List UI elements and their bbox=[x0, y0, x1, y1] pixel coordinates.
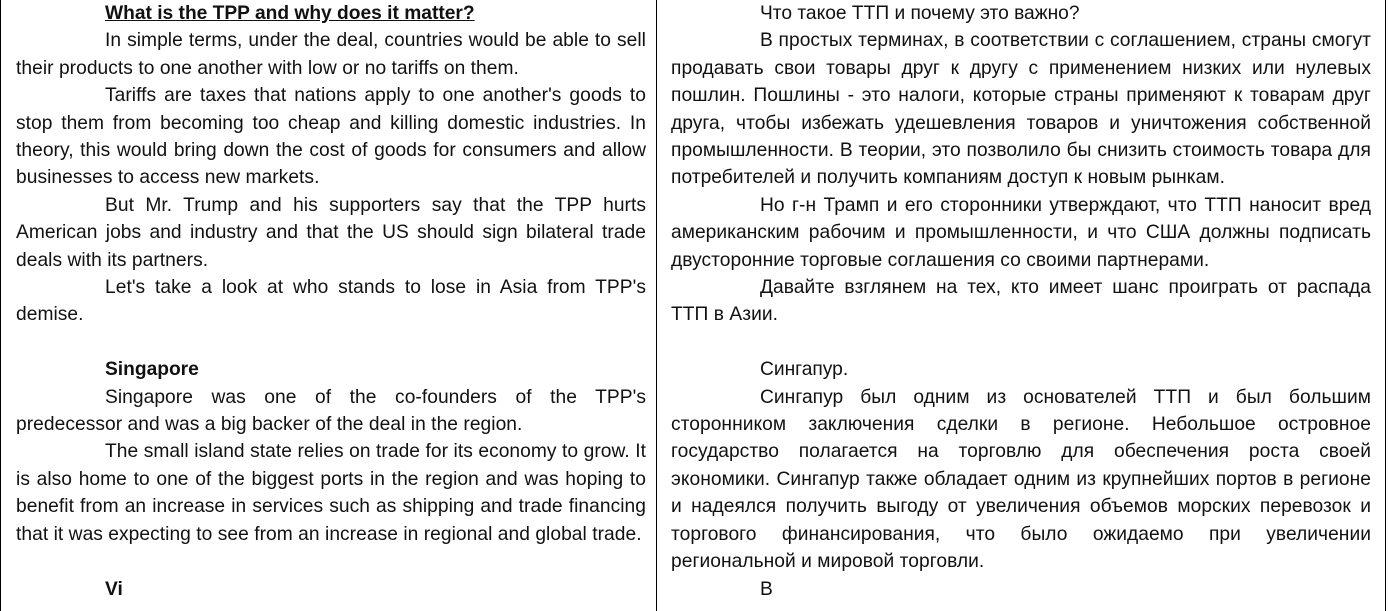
english-title: What is the TPP and why does it matter? bbox=[105, 3, 475, 24]
russian-section-title: Сингапур. bbox=[760, 359, 849, 381]
english-paragraph: Let's take a look at who stands to lose in Asia from TPP's demise. bbox=[16, 277, 646, 326]
blank-line bbox=[671, 329, 1371, 356]
english-paragraph: In simple terms, under the deal, countries would be able to sell their products to one another with low or no tariffs on them. bbox=[16, 30, 646, 79]
english-paragraph: But Mr. Trump and his supporters say that the TPP hurts American jobs and industry and that the US should sign bilateral trade deals with its partners. bbox=[16, 194, 646, 271]
english-section-title: Singapore bbox=[105, 359, 199, 381]
english-next-heading: Vi bbox=[105, 578, 123, 600]
russian-paragraph: В простых терминах, в соответствии с соглашением, страны смогут продавать свои товары друг к другу с применением низких или нулевых пошлин. Пошлины - это налоги, которые страны применяют к товарам друг друга, чтобы избежать удешевления товаров и уничтожения собственной промышленности. В теории, это позволило бы снизить стоимость товара для потребителей и получить компаниям доступ к новым рынкам. bbox=[671, 30, 1371, 189]
russian-paragraph: Но г-н Трамп и его сторонники утверждают, что ТТП наносит вред американским рабочим и промышленности, и что США должны подписать двусторонние торговые соглашения со своими партнерами. bbox=[671, 194, 1371, 271]
russian-next-heading: В bbox=[760, 578, 773, 600]
english-paragraph: The small island state relies on trade for its economy to grow. It is also home to one of the biggest ports in the region and was hoping to benefit from an increase in services such as shipping and trade financing that it was expecting to see from an increase in regional and global trade. bbox=[16, 441, 646, 545]
blank-line bbox=[16, 329, 646, 356]
english-column bbox=[1, 0, 657, 611]
russian-paragraph: Сингапур был одним из основателей ТТП и был большим сторонником заключения сделки в регионе. Небольшое островное государство полагается на торговлю для обеспечения роста своей экономики. Сингапур также обладает одним из крупнейших портов в регионе и надеялся получить выгоду от увеличения объемов морских перевозок и торгового финансирования, что было ожидаемо при увеличении региональной и мировой торговли. bbox=[671, 386, 1371, 573]
russian-column bbox=[657, 0, 1385, 611]
russian-title: Что такое ТТП и почему это важно? bbox=[760, 3, 1080, 24]
english-paragraph: Tariffs are taxes that nations apply to one another's goods to stop them from becoming too cheap and killing domestic industries. In theory, this would bring down the cost of goods for consumers and allow businesses to access new markets. bbox=[16, 85, 646, 189]
english-paragraph: Singapore was one of the co-founders of the TPP's predecessor and was a big backer of the deal in the region. bbox=[16, 386, 646, 436]
russian-paragraph: Давайте взглянем на тех, кто имеет шанс проиграть от распада ТТП в Азии. bbox=[671, 277, 1371, 326]
blank-line bbox=[16, 548, 646, 575]
